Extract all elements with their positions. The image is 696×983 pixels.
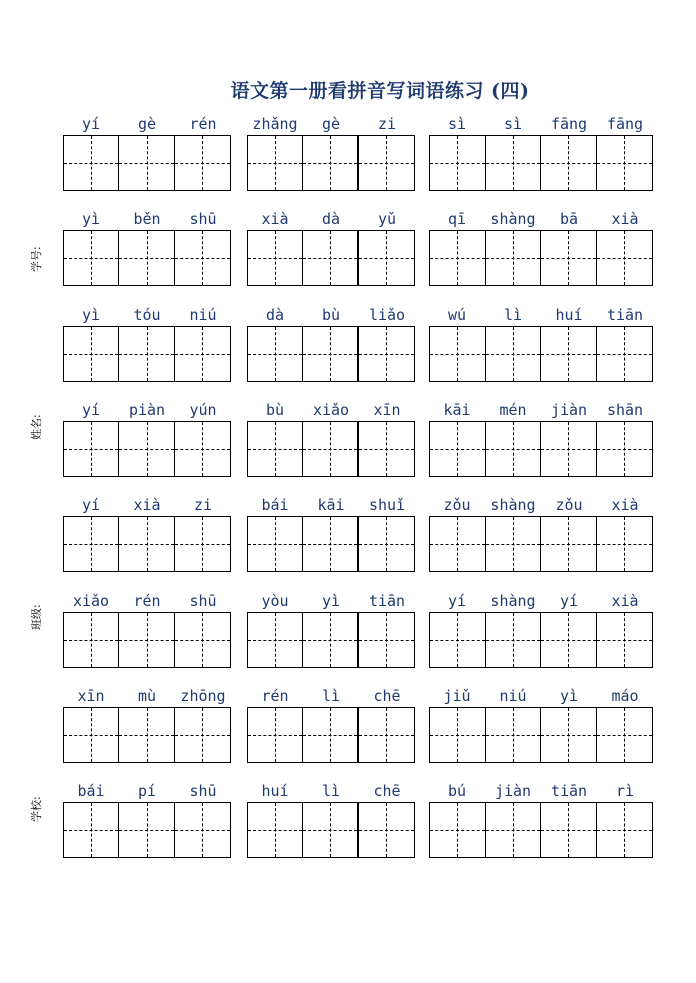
writing-cell[interactable] (119, 327, 174, 381)
writing-cell[interactable] (597, 136, 653, 190)
writing-grid (63, 421, 231, 477)
writing-cell[interactable] (175, 708, 230, 762)
writing-grid (429, 230, 653, 286)
pinyin-syllable: dà (265, 305, 285, 324)
pinyin-syllable: bā (559, 210, 579, 229)
writing-cell[interactable] (303, 231, 358, 285)
word-row (0, 495, 696, 590)
writing-cell[interactable] (359, 803, 414, 857)
pinyin-syllable: pí (137, 782, 157, 801)
pinyin-syllable: rén (189, 115, 217, 133)
pinyin-syllable: yì (81, 305, 101, 324)
writing-grid (429, 516, 653, 572)
writing-grid (247, 612, 415, 668)
writing-cell[interactable] (486, 517, 542, 571)
side-label-text: 学号: (30, 246, 43, 272)
writing-cell[interactable] (486, 708, 542, 762)
writing-cell[interactable] (541, 422, 597, 476)
writing-grid (247, 135, 415, 191)
writing-cell[interactable] (430, 613, 486, 667)
writing-cell[interactable] (175, 422, 230, 476)
pinyin-syllable: shàng (490, 210, 536, 229)
writing-cell[interactable] (541, 231, 597, 285)
writing-cell[interactable] (486, 327, 542, 381)
pinyin-syllable: xià (611, 210, 639, 229)
writing-grid (429, 421, 653, 477)
writing-cell[interactable] (248, 517, 303, 571)
pinyin-syllable: yì (321, 591, 341, 610)
writing-grid (429, 802, 653, 858)
writing-cell[interactable] (64, 231, 119, 285)
pinyin-syllable: shū (189, 782, 217, 801)
pinyin-syllable: niú (189, 305, 217, 324)
word-group (63, 781, 231, 876)
writing-cell[interactable] (359, 231, 414, 285)
pinyin-syllable: yì (559, 686, 579, 705)
writing-cell[interactable] (303, 613, 358, 667)
pinyin-syllable: yí (81, 400, 101, 419)
pinyin-syllable: chē (373, 782, 401, 801)
pinyin-syllable: tiān (368, 591, 406, 610)
writing-cell[interactable] (430, 327, 486, 381)
writing-cell[interactable] (175, 136, 230, 190)
pinyin-syllable: kāi (317, 496, 345, 515)
writing-grid (429, 135, 653, 191)
writing-cell[interactable] (303, 708, 358, 762)
writing-grid (63, 612, 231, 668)
side-label-text: 学校: (30, 796, 43, 822)
word-row (0, 305, 696, 400)
writing-cell[interactable] (64, 613, 119, 667)
pinyin-syllable: yòu (261, 591, 289, 610)
pinyin-syllable: jiàn (494, 782, 532, 801)
writing-cell[interactable] (64, 517, 119, 571)
writing-grid (247, 421, 415, 477)
writing-cell[interactable] (597, 327, 653, 381)
pinyin-syllable: huí (555, 305, 583, 324)
writing-cell[interactable] (486, 803, 542, 857)
writing-cell[interactable] (359, 517, 414, 571)
writing-cell[interactable] (248, 708, 303, 762)
writing-cell[interactable] (119, 708, 174, 762)
word-group (247, 114, 415, 209)
word-group (429, 495, 653, 590)
writing-cell[interactable] (64, 422, 119, 476)
pinyin-syllable: lì (503, 305, 523, 324)
pinyin-syllable: xià (611, 496, 639, 515)
pinyin-syllable: bú (447, 782, 467, 801)
writing-cell[interactable] (303, 422, 358, 476)
writing-cell[interactable] (430, 136, 486, 190)
pinyin-syllable: zǒu (555, 496, 583, 515)
word-group (247, 305, 415, 400)
word-row (0, 114, 696, 209)
word-group (429, 114, 653, 209)
pinyin-syllable: bái (261, 496, 289, 515)
word-row (0, 781, 696, 876)
writing-cell[interactable] (486, 231, 542, 285)
word-group (247, 781, 415, 876)
pinyin-syllable: yí (559, 591, 579, 610)
word-group (63, 209, 231, 304)
writing-cell[interactable] (175, 803, 230, 857)
pinyin-syllable: yì (81, 210, 101, 229)
side-label-text: 班级: (30, 604, 43, 630)
pinyin-syllable: piàn (128, 400, 166, 419)
writing-cell[interactable] (597, 708, 653, 762)
pinyin-syllable: xīn (373, 400, 401, 419)
pinyin-syllable: shàng (490, 591, 536, 610)
writing-grid (429, 707, 653, 763)
word-group (429, 686, 653, 781)
page-title: 语文第一册看拼音写词语练习 (四) (230, 80, 530, 102)
pinyin-syllable: zǒu (443, 496, 471, 515)
writing-cell[interactable] (64, 136, 119, 190)
writing-cell[interactable] (486, 613, 542, 667)
pinyin-syllable: xià (261, 210, 289, 229)
pinyin-syllable: yí (81, 496, 101, 515)
writing-grid (247, 707, 415, 763)
writing-cell[interactable] (541, 136, 597, 190)
word-group (247, 400, 415, 495)
pinyin-syllable: shān (606, 400, 644, 419)
pinyin-syllable: rén (133, 591, 161, 610)
pinyin-syllable: máo (611, 686, 639, 705)
pinyin-syllable: shuǐ (368, 496, 406, 515)
pinyin-syllable: shū (189, 210, 217, 229)
pinyin-syllable: kāi (443, 400, 471, 419)
writing-cell[interactable] (119, 613, 174, 667)
writing-cell[interactable] (248, 803, 303, 857)
word-group (247, 591, 415, 686)
pinyin-syllable: jiǔ (443, 686, 471, 705)
pinyin-syllable: lì (321, 686, 341, 705)
pinyin-syllable: mén (499, 400, 527, 419)
writing-cell[interactable] (119, 803, 174, 857)
word-row (0, 686, 696, 781)
writing-cell[interactable] (119, 231, 174, 285)
writing-cell[interactable] (119, 517, 174, 571)
pinyin-syllable: tóu (133, 305, 161, 324)
pinyin-syllable: chē (373, 686, 401, 705)
pinyin-syllable: gè (321, 115, 341, 133)
writing-cell[interactable] (64, 708, 119, 762)
writing-cell[interactable] (175, 231, 230, 285)
writing-cell[interactable] (248, 422, 303, 476)
writing-grid (247, 802, 415, 858)
pinyin-syllable: mù (137, 686, 157, 705)
writing-cell[interactable] (430, 231, 486, 285)
writing-grid (63, 516, 231, 572)
word-row (0, 209, 696, 304)
writing-grid (63, 326, 231, 382)
word-group (63, 305, 231, 400)
writing-cell[interactable] (430, 422, 486, 476)
pinyin-syllable: xiǎo (72, 591, 110, 610)
writing-cell[interactable] (303, 803, 358, 857)
writing-grid (429, 612, 653, 668)
pinyin-syllable: lì (321, 782, 341, 801)
pinyin-syllable: sì (503, 115, 523, 133)
word-row (0, 400, 696, 495)
pinyin-syllable: sì (447, 115, 467, 133)
writing-cell[interactable] (248, 231, 303, 285)
pinyin-syllable: niú (499, 686, 527, 705)
writing-cell[interactable] (303, 136, 358, 190)
writing-grid (63, 230, 231, 286)
writing-grid (63, 802, 231, 858)
writing-cell[interactable] (175, 613, 230, 667)
writing-cell[interactable] (597, 422, 653, 476)
word-group (429, 305, 653, 400)
pinyin-syllable: shū (189, 591, 217, 610)
pinyin-syllable: bù (321, 305, 341, 324)
writing-cell[interactable] (303, 517, 358, 571)
writing-cell[interactable] (597, 231, 653, 285)
pinyin-syllable: jiàn (550, 400, 588, 419)
writing-grid (63, 707, 231, 763)
pinyin-syllable: dà (321, 210, 341, 229)
writing-cell[interactable] (597, 517, 653, 571)
pinyin-syllable: fāng (550, 115, 588, 133)
writing-cell[interactable] (486, 422, 542, 476)
pinyin-syllable: qī (447, 210, 467, 229)
writing-cell[interactable] (359, 613, 414, 667)
pinyin-syllable: xià (611, 591, 639, 610)
word-group (247, 495, 415, 590)
writing-cell[interactable] (359, 422, 414, 476)
pinyin-syllable: gè (137, 115, 157, 133)
writing-cell[interactable] (119, 422, 174, 476)
pinyin-syllable: yí (447, 591, 467, 610)
word-group (63, 495, 231, 590)
writing-cell[interactable] (430, 708, 486, 762)
writing-cell[interactable] (597, 803, 653, 857)
pinyin-syllable: zhǎng (252, 115, 298, 133)
writing-grid (247, 230, 415, 286)
word-group (63, 591, 231, 686)
word-group (429, 209, 653, 304)
writing-cell[interactable] (119, 136, 174, 190)
pinyin-syllable: xīn (77, 686, 105, 705)
writing-grid (247, 326, 415, 382)
word-group (429, 591, 653, 686)
pinyin-syllable: rén (261, 686, 289, 705)
writing-cell[interactable] (303, 327, 358, 381)
writing-grid (63, 135, 231, 191)
pinyin-syllable: shàng (490, 496, 536, 515)
writing-cell[interactable] (541, 517, 597, 571)
pinyin-syllable: tiān (606, 305, 644, 324)
writing-cell[interactable] (541, 613, 597, 667)
word-group (247, 209, 415, 304)
writing-cell[interactable] (64, 327, 119, 381)
writing-cell[interactable] (430, 517, 486, 571)
word-group (63, 400, 231, 495)
pinyin-syllable: yǔ (377, 210, 397, 229)
word-group (429, 781, 653, 876)
pinyin-syllable: fāng (606, 115, 644, 133)
writing-cell[interactable] (248, 136, 303, 190)
writing-cell[interactable] (597, 613, 653, 667)
pinyin-syllable: rì (615, 782, 635, 801)
writing-cell[interactable] (541, 327, 597, 381)
writing-cell[interactable] (359, 327, 414, 381)
writing-cell[interactable] (248, 327, 303, 381)
pinyin-syllable: bái (77, 782, 105, 801)
writing-cell[interactable] (175, 327, 230, 381)
writing-cell[interactable] (359, 136, 414, 190)
pinyin-syllable: xià (133, 496, 161, 515)
pinyin-syllable: xiǎo (312, 400, 350, 419)
writing-cell[interactable] (248, 613, 303, 667)
writing-grid (247, 516, 415, 572)
word-group (63, 114, 231, 209)
writing-cell[interactable] (541, 803, 597, 857)
pinyin-syllable: yún (189, 400, 217, 419)
writing-grid (429, 326, 653, 382)
writing-cell[interactable] (486, 136, 542, 190)
word-group (247, 686, 415, 781)
pinyin-syllable: bù (265, 400, 285, 419)
pinyin-syllable: zi (193, 496, 213, 515)
word-group (429, 400, 653, 495)
pinyin-syllable: tiān (550, 782, 588, 801)
word-row (0, 591, 696, 686)
word-group (63, 686, 231, 781)
writing-cell[interactable] (175, 517, 230, 571)
pinyin-syllable: běn (133, 210, 161, 229)
pinyin-syllable: yí (81, 115, 101, 133)
writing-cell[interactable] (64, 803, 119, 857)
writing-cell[interactable] (359, 708, 414, 762)
pinyin-syllable: zi (377, 115, 397, 133)
pinyin-syllable: huí (261, 782, 289, 801)
writing-cell[interactable] (541, 708, 597, 762)
side-label-text: 姓名: (30, 414, 43, 440)
pinyin-syllable: zhōng (180, 686, 226, 705)
writing-cell[interactable] (430, 803, 486, 857)
pinyin-syllable: wú (447, 305, 467, 324)
pinyin-syllable: liǎo (368, 305, 406, 324)
